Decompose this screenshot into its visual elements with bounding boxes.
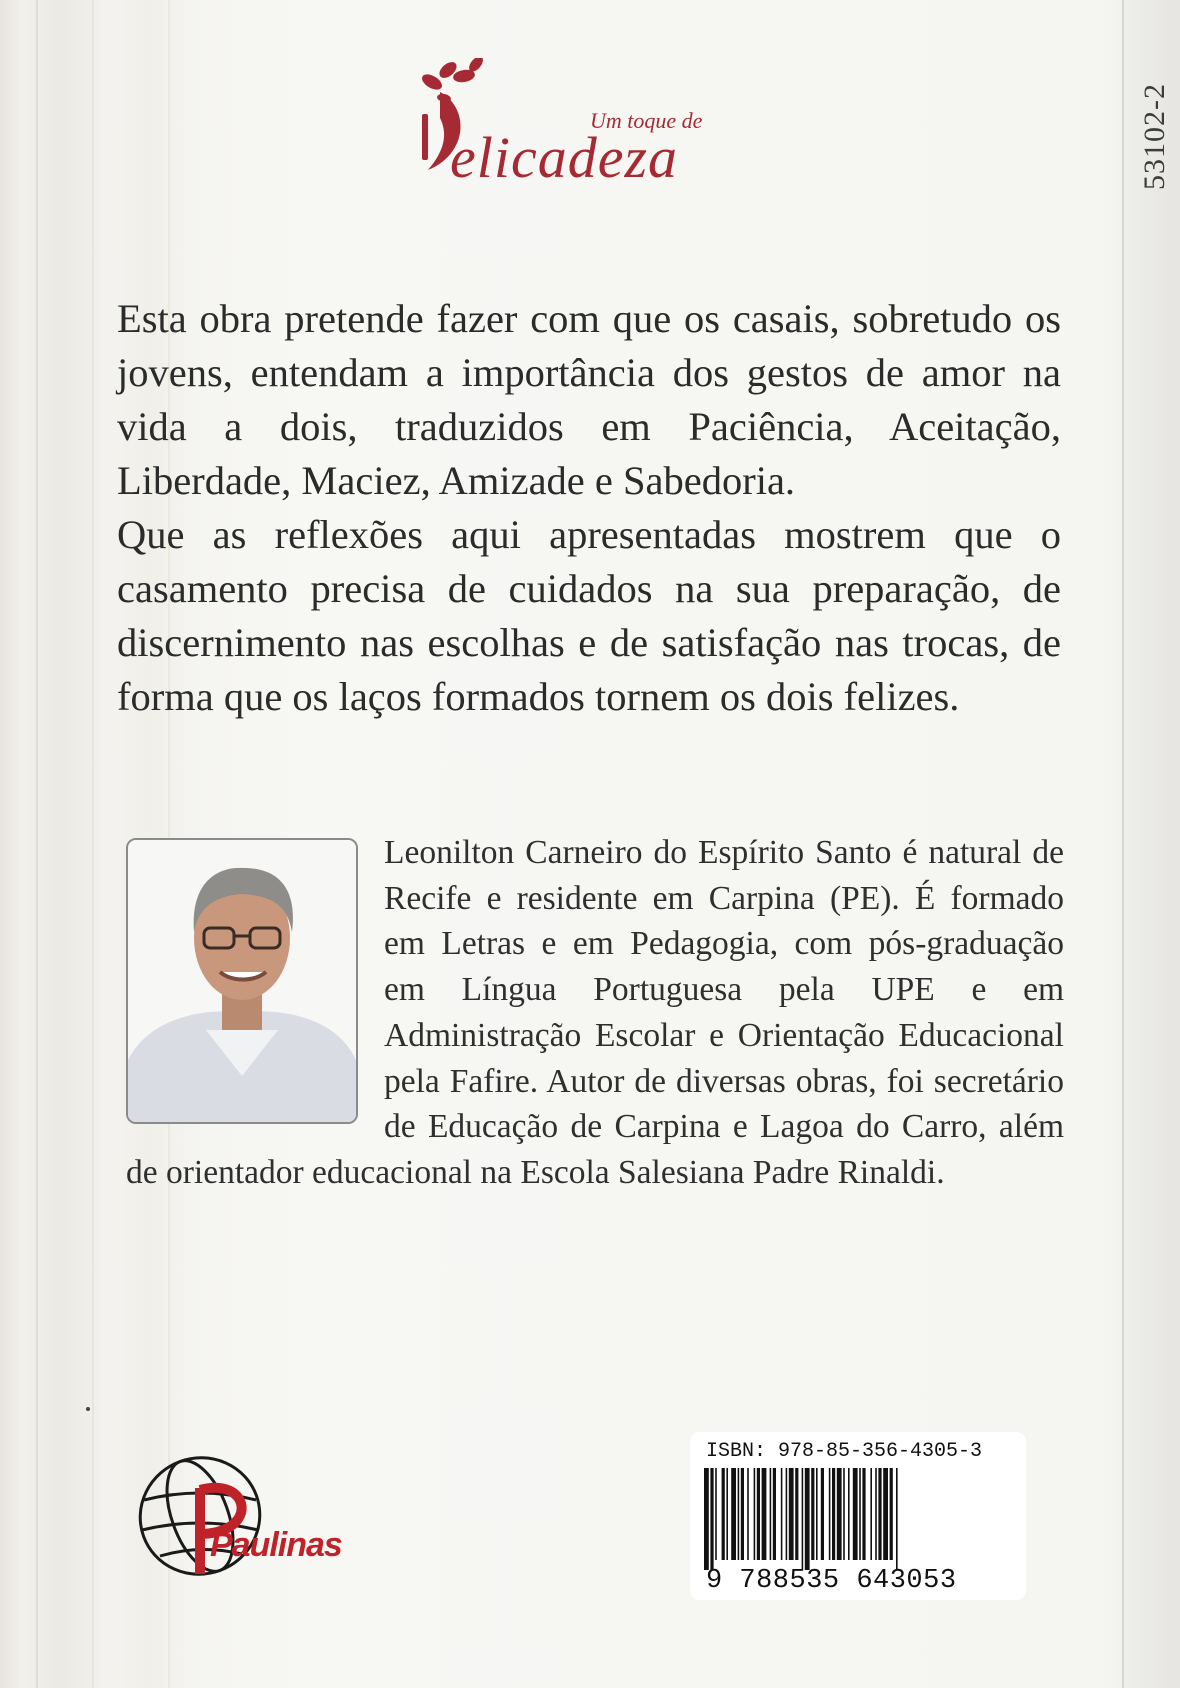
- barcode-bar: [747, 1468, 749, 1560]
- synopsis-paragraph: Que as reflexões aqui apresentadas mostrem que o casamento precisa de cuidados na sua preparação, de discernimento nas escolhas e de satisfação nas trocas, de forma que os laços formados tornem os dois felizes.: [117, 512, 1061, 719]
- author-portrait-icon: [128, 840, 356, 1122]
- logo-subtitle: Um toque de: [590, 108, 703, 133]
- product-code: [1138, 60, 1171, 190]
- barcode-bar: [805, 1468, 810, 1570]
- barcode-bar: [875, 1468, 877, 1560]
- logo-title: elicadeza: [450, 125, 679, 190]
- barcode-bar: [811, 1468, 814, 1560]
- barcode-bar: [704, 1468, 709, 1570]
- barcode-bar: [722, 1468, 725, 1560]
- barcode-bar: [715, 1468, 717, 1560]
- globe-p-icon: [130, 1446, 370, 1586]
- barcode-bar: [773, 1468, 776, 1560]
- barcode-bar: [786, 1468, 788, 1560]
- barcode-bar: [795, 1468, 798, 1560]
- barcode-digits: 9 788535 643053: [706, 1566, 957, 1596]
- series-logo: [410, 58, 730, 190]
- barcode-bar: [890, 1468, 893, 1560]
- barcode-bar: [837, 1468, 842, 1560]
- paper-texture: [92, 0, 94, 1688]
- barcode-bar: [726, 1468, 728, 1560]
- fold-line: [1122, 0, 1124, 1688]
- barcode-bar: [741, 1468, 744, 1560]
- barcode-bar: [832, 1468, 835, 1560]
- barcode-bar: [896, 1468, 898, 1570]
- barcode-bar: [789, 1468, 794, 1560]
- barcode-bar: [821, 1468, 824, 1560]
- spine-edge: [1124, 0, 1180, 1688]
- barcode-bar: [883, 1468, 888, 1560]
- barcode-bar: [859, 1468, 861, 1560]
- barcode-bar: [878, 1468, 881, 1560]
- barcode: [704, 1468, 1014, 1570]
- synopsis-paragraph: Esta obra pretende fazer com que os casais, sobretudo os jovens, entendam a importância dos gestos de amor na vida a dois, traduzidos em Paciência, Aceitação, Liberdade, Maciez, Amizade e Sabedoria.: [117, 296, 1061, 503]
- barcode-bar: [754, 1468, 756, 1560]
- barcode-bar: [731, 1468, 736, 1560]
- barcode-bar: [762, 1468, 767, 1560]
- barcode-bar: [853, 1468, 858, 1560]
- product-code-text: 53102-2: [1138, 83, 1171, 190]
- publisher-name: Paulinas: [210, 1526, 342, 1564]
- paper-texture: [36, 0, 38, 1688]
- author-bio-text: Leonilton Carneiro do Espírito Santo é natural de Recife e residente em Carpina (PE). É formado em Letras e em Pedagogia, com pós-graduação em Língua Portuguesa pela UPE e em Administração Escolar e Orientação Educacional pela Fafire. Autor de diversas obras, foi secretário de Educação de Carpina e Lagoa do Carro, além de orientador educacional na Escola Salesiana Padre Rinaldi.: [126, 834, 1064, 1191]
- barcode-bar: [710, 1468, 713, 1570]
- publisher-logo: [130, 1446, 370, 1586]
- barcode-bar: [829, 1468, 831, 1560]
- barcode-bar: [816, 1468, 818, 1560]
- synopsis: [117, 292, 1061, 724]
- barcode-bar: [757, 1468, 760, 1560]
- isbn-label: ISBN: 978-85-356-4305-3: [706, 1440, 983, 1463]
- print-speck: [86, 1407, 90, 1411]
- barcode-bar: [843, 1468, 845, 1560]
- barcode-bar: [870, 1468, 872, 1560]
- barcode-bar: [862, 1468, 865, 1560]
- barcode-bar: [781, 1468, 783, 1560]
- author-photo: [126, 838, 358, 1124]
- barcode-bar: [848, 1468, 850, 1560]
- barcode-bar: [738, 1468, 740, 1560]
- barcode-bar: [802, 1468, 804, 1570]
- barcode-bar: [770, 1468, 772, 1560]
- barcode-panel: [690, 1432, 1026, 1600]
